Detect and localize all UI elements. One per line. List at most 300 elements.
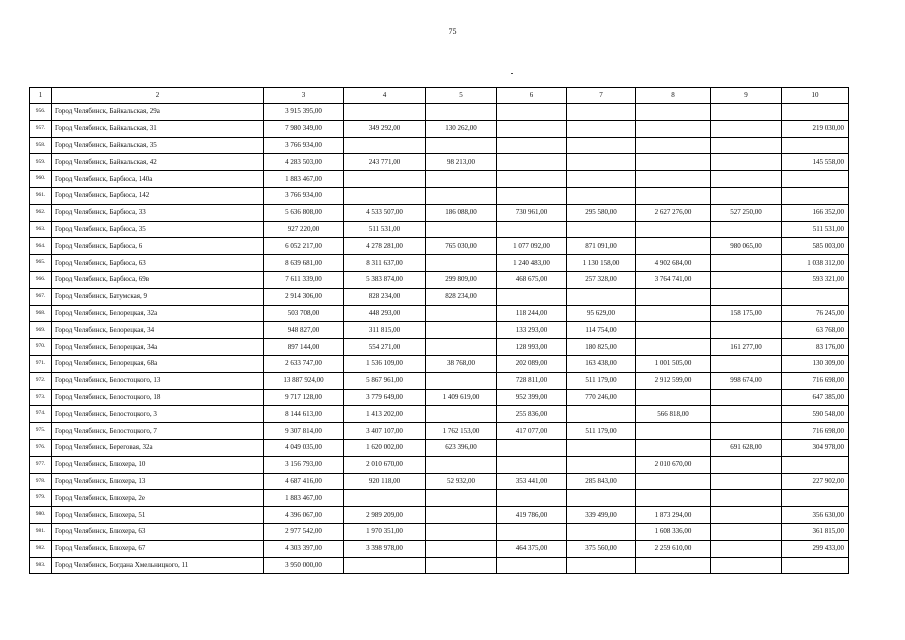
value-cell-8: [636, 557, 711, 574]
value-cell-4: 828 234,00: [344, 288, 426, 305]
address-cell: Город Челябинск, Барбюса, 142: [52, 187, 264, 204]
table-row: [30, 439, 849, 456]
value-cell-5: [426, 406, 497, 423]
value-cell-8: [636, 187, 711, 204]
value-cell-7: [567, 154, 636, 171]
value-cell-5: [426, 372, 497, 389]
value-cell-8: [636, 221, 711, 238]
row-number: 963.: [30, 221, 52, 238]
value-cell-6: 730 961,00: [497, 204, 567, 221]
value-cell-6: [497, 104, 567, 121]
value-cell-6: [497, 557, 567, 574]
address-cell: Город Челябинск, Байкальская, 42: [52, 154, 264, 171]
value-cell-6: 417 077,00: [497, 423, 567, 440]
value-cell-8: [636, 120, 711, 137]
table-row: [30, 221, 849, 238]
value-cell-8: [636, 288, 711, 305]
value-cell-5: 828 234,00: [426, 288, 497, 305]
value-cell-4: 5 383 874,00: [344, 271, 426, 288]
value-cell-4: 2 010 670,00: [344, 456, 426, 473]
value-cell-9: [711, 423, 782, 440]
value-cell-10: 585 003,00: [782, 238, 849, 255]
value-cell-3: 7 980 349,00: [264, 120, 344, 137]
address-cell: Город Челябинск, Блюхера, 67: [52, 540, 264, 557]
row-number: 958.: [30, 137, 52, 154]
value-cell-5: [426, 456, 497, 473]
value-cell-4: 8 311 637,00: [344, 255, 426, 272]
value-cell-4: 2 989 209,00: [344, 507, 426, 524]
value-cell-5: [426, 557, 497, 574]
value-cell-3: 5 636 808,00: [264, 204, 344, 221]
value-cell-3: 7 611 339,00: [264, 271, 344, 288]
address-cell: Город Челябинск, Блюхера, 2е: [52, 490, 264, 507]
row-number: 978.: [30, 473, 52, 490]
value-cell-3: 503 708,00: [264, 305, 344, 322]
value-cell-9: 998 674,00: [711, 372, 782, 389]
value-cell-7: 871 091,00: [567, 238, 636, 255]
value-cell-4: [344, 187, 426, 204]
row-number: 965.: [30, 255, 52, 272]
row-number: 967.: [30, 288, 52, 305]
value-cell-9: 691 628,00: [711, 439, 782, 456]
value-cell-3: 1 883 467,00: [264, 171, 344, 188]
value-cell-10: 145 558,00: [782, 154, 849, 171]
value-cell-8: [636, 473, 711, 490]
value-cell-8: 2 627 276,00: [636, 204, 711, 221]
address-cell: Город Челябинск, Барбюса, 63: [52, 255, 264, 272]
value-cell-10: 130 309,00: [782, 355, 849, 372]
value-cell-9: [711, 540, 782, 557]
value-cell-7: 511 179,00: [567, 372, 636, 389]
value-cell-6: 353 441,00: [497, 473, 567, 490]
value-cell-8: 566 818,00: [636, 406, 711, 423]
row-number: 966.: [30, 271, 52, 288]
row-number: 973.: [30, 389, 52, 406]
value-cell-5: [426, 507, 497, 524]
table-row: [30, 372, 849, 389]
value-cell-4: 5 867 961,00: [344, 372, 426, 389]
value-cell-4: 1 970 351,00: [344, 523, 426, 540]
table-row: [30, 523, 849, 540]
value-cell-5: [426, 137, 497, 154]
address-cell: Город Челябинск, Байкальская, 31: [52, 120, 264, 137]
table-row: [30, 271, 849, 288]
value-cell-5: [426, 171, 497, 188]
value-cell-5: 623 396,00: [426, 439, 497, 456]
value-cell-8: [636, 104, 711, 121]
value-cell-4: [344, 104, 426, 121]
table-row: [30, 339, 849, 356]
row-number: 959.: [30, 154, 52, 171]
data-table: [29, 87, 849, 574]
value-cell-9: [711, 490, 782, 507]
value-cell-9: [711, 523, 782, 540]
column-header: 5: [426, 88, 497, 104]
row-number: 970.: [30, 339, 52, 356]
value-cell-6: 464 375,00: [497, 540, 567, 557]
value-cell-7: 770 246,00: [567, 389, 636, 406]
row-number: 983.: [30, 557, 52, 574]
address-cell: Город Челябинск, Блюхера, 63: [52, 523, 264, 540]
address-cell: Город Челябинск, Береговая, 32а: [52, 439, 264, 456]
value-cell-3: 3 766 934,00: [264, 137, 344, 154]
value-cell-6: [497, 490, 567, 507]
value-cell-5: [426, 322, 497, 339]
value-cell-5: [426, 540, 497, 557]
value-cell-5: 186 088,00: [426, 204, 497, 221]
table-row: [30, 238, 849, 255]
value-cell-10: 1 038 312,00: [782, 255, 849, 272]
value-cell-6: [497, 171, 567, 188]
value-cell-3: 927 220,00: [264, 221, 344, 238]
value-cell-3: 4 687 416,00: [264, 473, 344, 490]
value-cell-6: 202 089,00: [497, 355, 567, 372]
value-cell-6: 468 675,00: [497, 271, 567, 288]
row-number: 972.: [30, 372, 52, 389]
value-cell-3: 948 827,00: [264, 322, 344, 339]
value-cell-4: 349 292,00: [344, 120, 426, 137]
value-cell-9: [711, 255, 782, 272]
address-cell: Город Челябинск, Белостоцкого, 13: [52, 372, 264, 389]
value-cell-9: [711, 507, 782, 524]
value-cell-8: 1 608 336,00: [636, 523, 711, 540]
value-cell-10: 716 698,00: [782, 372, 849, 389]
table-row: [30, 557, 849, 574]
value-cell-3: 8 639 681,00: [264, 255, 344, 272]
value-cell-3: 9 307 814,00: [264, 423, 344, 440]
value-cell-10: 83 176,00: [782, 339, 849, 356]
column-header: 10: [782, 88, 849, 104]
value-cell-10: 593 321,00: [782, 271, 849, 288]
value-cell-7: 285 843,00: [567, 473, 636, 490]
value-cell-10: 166 352,00: [782, 204, 849, 221]
data-table-container: [29, 87, 849, 574]
value-cell-8: [636, 439, 711, 456]
value-cell-6: [497, 439, 567, 456]
value-cell-5: 98 213,00: [426, 154, 497, 171]
value-cell-4: 4 278 281,00: [344, 238, 426, 255]
value-cell-9: 161 277,00: [711, 339, 782, 356]
value-cell-6: 118 244,00: [497, 305, 567, 322]
value-cell-4: 448 293,00: [344, 305, 426, 322]
value-cell-9: [711, 154, 782, 171]
value-cell-6: 1 240 483,00: [497, 255, 567, 272]
value-cell-9: [711, 456, 782, 473]
column-header: 1: [30, 88, 52, 104]
value-cell-5: [426, 104, 497, 121]
value-cell-5: [426, 339, 497, 356]
value-cell-4: 554 271,00: [344, 339, 426, 356]
address-cell: Город Челябинск, Байкальская, 35: [52, 137, 264, 154]
row-number: 976.: [30, 439, 52, 456]
address-cell: Город Челябинск, Барбюса, 6: [52, 238, 264, 255]
value-cell-10: [782, 104, 849, 121]
value-cell-4: 3 407 107,00: [344, 423, 426, 440]
value-cell-9: [711, 221, 782, 238]
scan-dot: [511, 73, 513, 74]
value-cell-4: 243 771,00: [344, 154, 426, 171]
value-cell-4: 1 413 202,00: [344, 406, 426, 423]
value-cell-3: 3 950 000,00: [264, 557, 344, 574]
value-cell-7: [567, 406, 636, 423]
value-cell-7: [567, 439, 636, 456]
value-cell-9: 527 250,00: [711, 204, 782, 221]
value-cell-7: [567, 120, 636, 137]
address-cell: Город Челябинск, Байкальская, 29а: [52, 104, 264, 121]
table-row: [30, 305, 849, 322]
value-cell-10: 647 385,00: [782, 389, 849, 406]
table-row: [30, 490, 849, 507]
row-number: 956.: [30, 104, 52, 121]
table-row: [30, 456, 849, 473]
row-number: 982.: [30, 540, 52, 557]
value-cell-9: [711, 137, 782, 154]
value-cell-6: 128 993,00: [497, 339, 567, 356]
value-cell-9: 980 065,00: [711, 238, 782, 255]
row-number: 979.: [30, 490, 52, 507]
value-cell-7: [567, 490, 636, 507]
value-cell-7: [567, 171, 636, 188]
value-cell-3: 3 766 934,00: [264, 187, 344, 204]
value-cell-10: [782, 557, 849, 574]
value-cell-3: 9 717 128,00: [264, 389, 344, 406]
value-cell-7: 295 580,00: [567, 204, 636, 221]
row-number: 964.: [30, 238, 52, 255]
value-cell-4: [344, 171, 426, 188]
value-cell-8: 2 259 610,00: [636, 540, 711, 557]
value-cell-4: [344, 137, 426, 154]
value-cell-9: [711, 355, 782, 372]
address-cell: Город Челябинск, Белостоцкого, 18: [52, 389, 264, 406]
address-cell: Город Челябинск, Белорецкая, 32а: [52, 305, 264, 322]
value-cell-7: [567, 187, 636, 204]
value-cell-10: 299 433,00: [782, 540, 849, 557]
value-cell-3: 2 914 306,00: [264, 288, 344, 305]
value-cell-7: [567, 137, 636, 154]
address-cell: Город Челябинск, Белорецкая, 34а: [52, 339, 264, 356]
value-cell-9: [711, 322, 782, 339]
value-cell-7: 257 328,00: [567, 271, 636, 288]
value-cell-6: 255 836,00: [497, 406, 567, 423]
table-row: [30, 154, 849, 171]
value-cell-3: 13 887 924,00: [264, 372, 344, 389]
value-cell-7: 180 825,00: [567, 339, 636, 356]
value-cell-7: 1 130 158,00: [567, 255, 636, 272]
value-cell-3: 4 303 397,00: [264, 540, 344, 557]
column-header: 2: [52, 88, 264, 104]
value-cell-5: [426, 523, 497, 540]
value-cell-10: 304 978,00: [782, 439, 849, 456]
value-cell-8: [636, 171, 711, 188]
value-cell-10: [782, 187, 849, 204]
value-cell-8: [636, 322, 711, 339]
value-cell-7: 339 499,00: [567, 507, 636, 524]
row-number: 957.: [30, 120, 52, 137]
value-cell-9: [711, 104, 782, 121]
value-cell-4: 1 536 109,00: [344, 355, 426, 372]
table-row: [30, 255, 849, 272]
table-row: [30, 288, 849, 305]
value-cell-6: [497, 137, 567, 154]
value-cell-5: 52 932,00: [426, 473, 497, 490]
value-cell-6: 133 293,00: [497, 322, 567, 339]
table-row: [30, 104, 849, 121]
address-cell: Город Челябинск, Барбюса, 35: [52, 221, 264, 238]
value-cell-5: 38 768,00: [426, 355, 497, 372]
address-cell: Город Челябинск, Барбюса, 69в: [52, 271, 264, 288]
table-row: [30, 423, 849, 440]
value-cell-8: 2 912 599,00: [636, 372, 711, 389]
value-cell-5: [426, 221, 497, 238]
table-row: [30, 322, 849, 339]
table-row: [30, 187, 849, 204]
table-row: [30, 406, 849, 423]
value-cell-5: [426, 187, 497, 204]
table-row: [30, 473, 849, 490]
value-cell-4: [344, 557, 426, 574]
value-cell-7: 511 179,00: [567, 423, 636, 440]
value-cell-4: 920 118,00: [344, 473, 426, 490]
value-cell-6: [497, 187, 567, 204]
value-cell-10: 63 768,00: [782, 322, 849, 339]
value-cell-9: [711, 271, 782, 288]
value-cell-10: 219 030,00: [782, 120, 849, 137]
value-cell-9: [711, 473, 782, 490]
table-row: [30, 137, 849, 154]
address-cell: Город Челябинск, Белостоцкого, 7: [52, 423, 264, 440]
value-cell-8: [636, 389, 711, 406]
value-cell-7: [567, 456, 636, 473]
value-cell-7: [567, 221, 636, 238]
address-cell: Город Челябинск, Блюхера, 51: [52, 507, 264, 524]
value-cell-10: [782, 137, 849, 154]
value-cell-10: 511 531,00: [782, 221, 849, 238]
value-cell-9: [711, 406, 782, 423]
value-cell-3: 6 052 217,00: [264, 238, 344, 255]
value-cell-6: [497, 120, 567, 137]
value-cell-7: [567, 557, 636, 574]
address-cell: Город Челябинск, Богдана Хмельницкого, 11: [52, 557, 264, 574]
value-cell-8: [636, 305, 711, 322]
value-cell-10: 590 548,00: [782, 406, 849, 423]
value-cell-3: 1 883 467,00: [264, 490, 344, 507]
value-cell-3: 4 049 035,00: [264, 439, 344, 456]
row-number: 971.: [30, 355, 52, 372]
value-cell-5: [426, 305, 497, 322]
value-cell-6: [497, 221, 567, 238]
row-number: 980.: [30, 507, 52, 524]
value-cell-6: [497, 288, 567, 305]
value-cell-10: 76 245,00: [782, 305, 849, 322]
value-cell-6: 952 399,00: [497, 389, 567, 406]
value-cell-9: [711, 557, 782, 574]
value-cell-5: 1 762 153,00: [426, 423, 497, 440]
value-cell-10: 716 698,00: [782, 423, 849, 440]
value-cell-5: 765 030,00: [426, 238, 497, 255]
row-number: 961.: [30, 187, 52, 204]
value-cell-3: 8 144 613,00: [264, 406, 344, 423]
value-cell-7: 163 438,00: [567, 355, 636, 372]
value-cell-5: 1 409 619,00: [426, 389, 497, 406]
value-cell-10: 361 815,00: [782, 523, 849, 540]
value-cell-4: 3 779 649,00: [344, 389, 426, 406]
table-row: [30, 389, 849, 406]
value-cell-8: [636, 423, 711, 440]
column-header: 8: [636, 88, 711, 104]
value-cell-10: 356 630,00: [782, 507, 849, 524]
column-header: 4: [344, 88, 426, 104]
value-cell-8: 1 001 505,00: [636, 355, 711, 372]
value-cell-6: 419 786,00: [497, 507, 567, 524]
value-cell-10: [782, 171, 849, 188]
value-cell-9: [711, 171, 782, 188]
page-number: 75: [448, 27, 457, 36]
table-row: [30, 204, 849, 221]
value-cell-7: [567, 288, 636, 305]
value-cell-8: [636, 154, 711, 171]
value-cell-3: 2 977 542,00: [264, 523, 344, 540]
value-cell-5: [426, 490, 497, 507]
value-cell-4: 511 531,00: [344, 221, 426, 238]
address-cell: Город Челябинск, Блюхера, 10: [52, 456, 264, 473]
column-header: 7: [567, 88, 636, 104]
row-number: 981.: [30, 523, 52, 540]
table-row: [30, 355, 849, 372]
column-header: 6: [497, 88, 567, 104]
value-cell-6: [497, 154, 567, 171]
address-cell: Город Челябинск, Барбюса, 140а: [52, 171, 264, 188]
address-cell: Город Челябинск, Белорецкая, 34: [52, 322, 264, 339]
column-header: 9: [711, 88, 782, 104]
value-cell-9: [711, 187, 782, 204]
row-number: 974.: [30, 406, 52, 423]
value-cell-6: [497, 456, 567, 473]
value-cell-6: 728 811,00: [497, 372, 567, 389]
value-cell-4: 311 815,00: [344, 322, 426, 339]
row-number: 969.: [30, 322, 52, 339]
value-cell-8: [636, 137, 711, 154]
value-cell-4: 3 398 978,00: [344, 540, 426, 557]
address-cell: Город Челябинск, Барбюса, 33: [52, 204, 264, 221]
value-cell-9: [711, 288, 782, 305]
value-cell-3: 3 915 395,00: [264, 104, 344, 121]
address-cell: Город Челябинск, Блюхера, 13: [52, 473, 264, 490]
row-number: 968.: [30, 305, 52, 322]
address-cell: Город Челябинск, Белорецкая, 68а: [52, 355, 264, 372]
value-cell-4: [344, 490, 426, 507]
value-cell-7: [567, 104, 636, 121]
value-cell-8: [636, 339, 711, 356]
value-cell-6: 1 077 092,00: [497, 238, 567, 255]
value-cell-3: 897 144,00: [264, 339, 344, 356]
row-number: 962.: [30, 204, 52, 221]
value-cell-3: 3 156 793,00: [264, 456, 344, 473]
value-cell-4: 1 620 002,00: [344, 439, 426, 456]
value-cell-8: 1 873 294,00: [636, 507, 711, 524]
value-cell-10: [782, 288, 849, 305]
value-cell-3: 2 633 747,00: [264, 355, 344, 372]
value-cell-10: 227 902,00: [782, 473, 849, 490]
value-cell-5: 299 809,00: [426, 271, 497, 288]
table-row: [30, 171, 849, 188]
row-number: 960.: [30, 171, 52, 188]
value-cell-5: [426, 255, 497, 272]
value-cell-8: [636, 238, 711, 255]
value-cell-8: [636, 490, 711, 507]
value-cell-4: 4 533 507,00: [344, 204, 426, 221]
value-cell-8: 4 902 684,00: [636, 255, 711, 272]
value-cell-6: [497, 523, 567, 540]
